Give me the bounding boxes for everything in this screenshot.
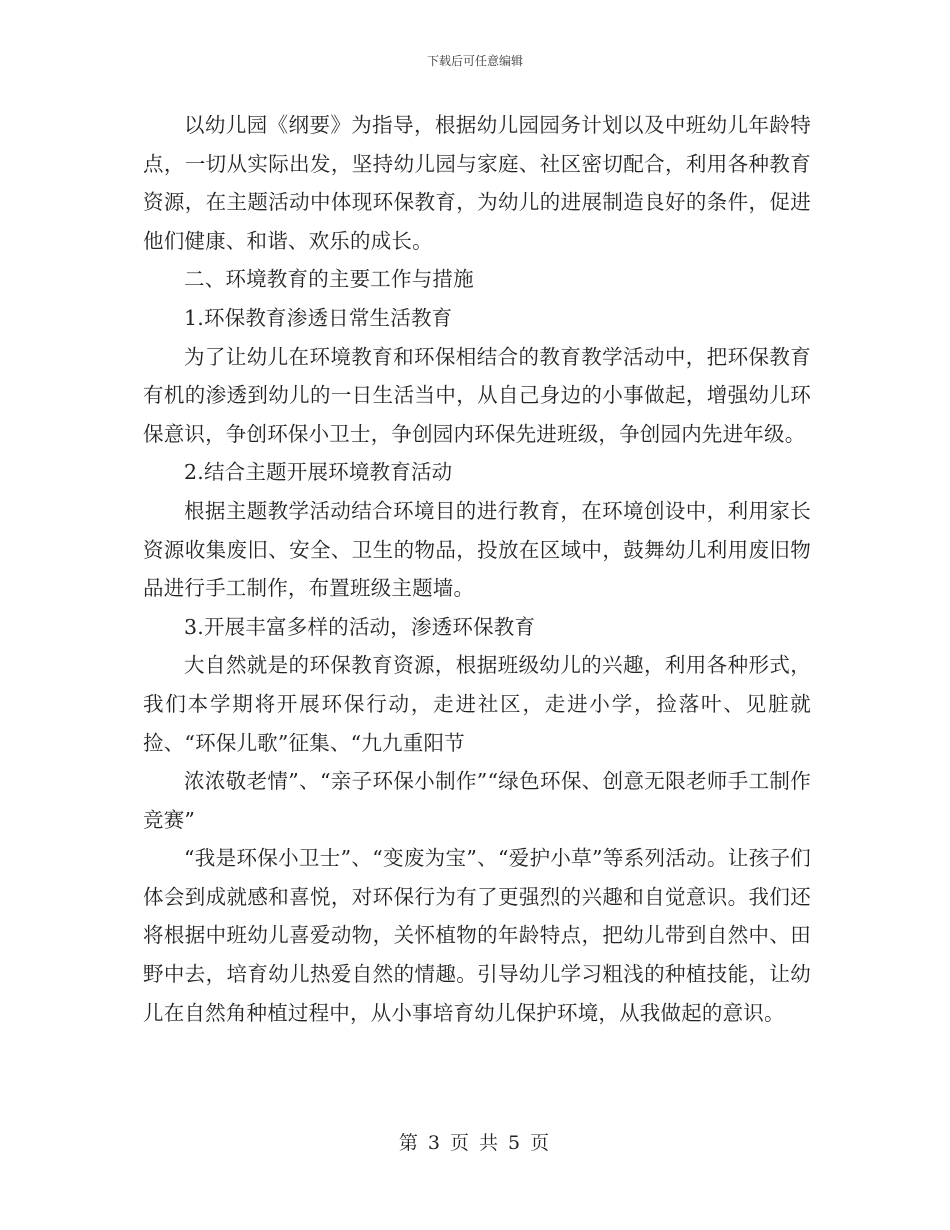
page-header: 下载后可任意编辑 [426,54,523,68]
paragraph-daily-life: 为了让幼儿在环境教育和环保相结合的教育教学活动中，把环保教育有机的渗透到幼儿的一日生活当中，从自己身边的小事做起，增强幼儿环保意识，争创环保小卫士，争创园内环保先进班级，争创园内先进年级。 [143,344,811,446]
document-body [143,106,811,1032]
paragraph-activity-list: 浓浓敬老情”、“亲子环保小制作”“绿色环保、创意无限老师手工制作竞赛” [143,769,811,832]
subheading-diverse-activities: 3.开展丰富多样的活动，渗透环保教育 [184,614,536,639]
page-number-footer: 第 3 页 共 5 页 [398,1132,552,1154]
subheading-theme-activities: 2.结合主题开展环境教育活动 [184,460,453,485]
paragraph-nature-resources: 大自然就是的环保教育资源，根据班级幼儿的兴趣，利用各种形式，我们本学期将开展环保行动，走进社区，走进小学，捡落叶、见脏就捡、“环保儿歌”征集、“九九重阳节 [143,653,811,755]
paragraph-theme-activities: 根据主题教学活动结合环境目的进行教育，在环境创设中，利用家长资源收集废旧、安全、卫生的物品，投放在区域中，鼓舞幼儿利用废旧物品进行手工制作，布置班级主题墙。 [143,498,811,601]
section-heading-measures: 二、环境教育的主要工作与措施 [184,267,474,292]
subheading-daily-life: 1.环保教育渗透日常生活教育 [184,305,453,330]
paragraph-guideline: 以幼儿园《纲要》为指导，根据幼儿园园务计划以及中班幼儿年龄特点，一切从实际出发，坚持幼儿园与家庭、社区密切配合，利用各种教育资源，在主题活动中体现环保教育，为幼儿的进展制造良好的条件，促进他们健康、和谐、欢乐的成长。 [143,113,811,253]
paragraph-series-activities: “我是环保小卫士”、“变废为宝”、“爱护小草”等系列活动。让孩子们体会到成就感和喜悦，对环保行为有了更强烈的兴趣和自觉意识。我们还将根据中班幼儿喜爱动物，关怀植物的年龄特点，把幼儿带到自然中、田野中去，培育幼儿热爱自然的情趣。引导幼儿学习粗浅的种植技能，让幼儿在自然角种植过程中，从小事培育幼儿保护环境，从我做起的意识。 [143,846,811,1025]
